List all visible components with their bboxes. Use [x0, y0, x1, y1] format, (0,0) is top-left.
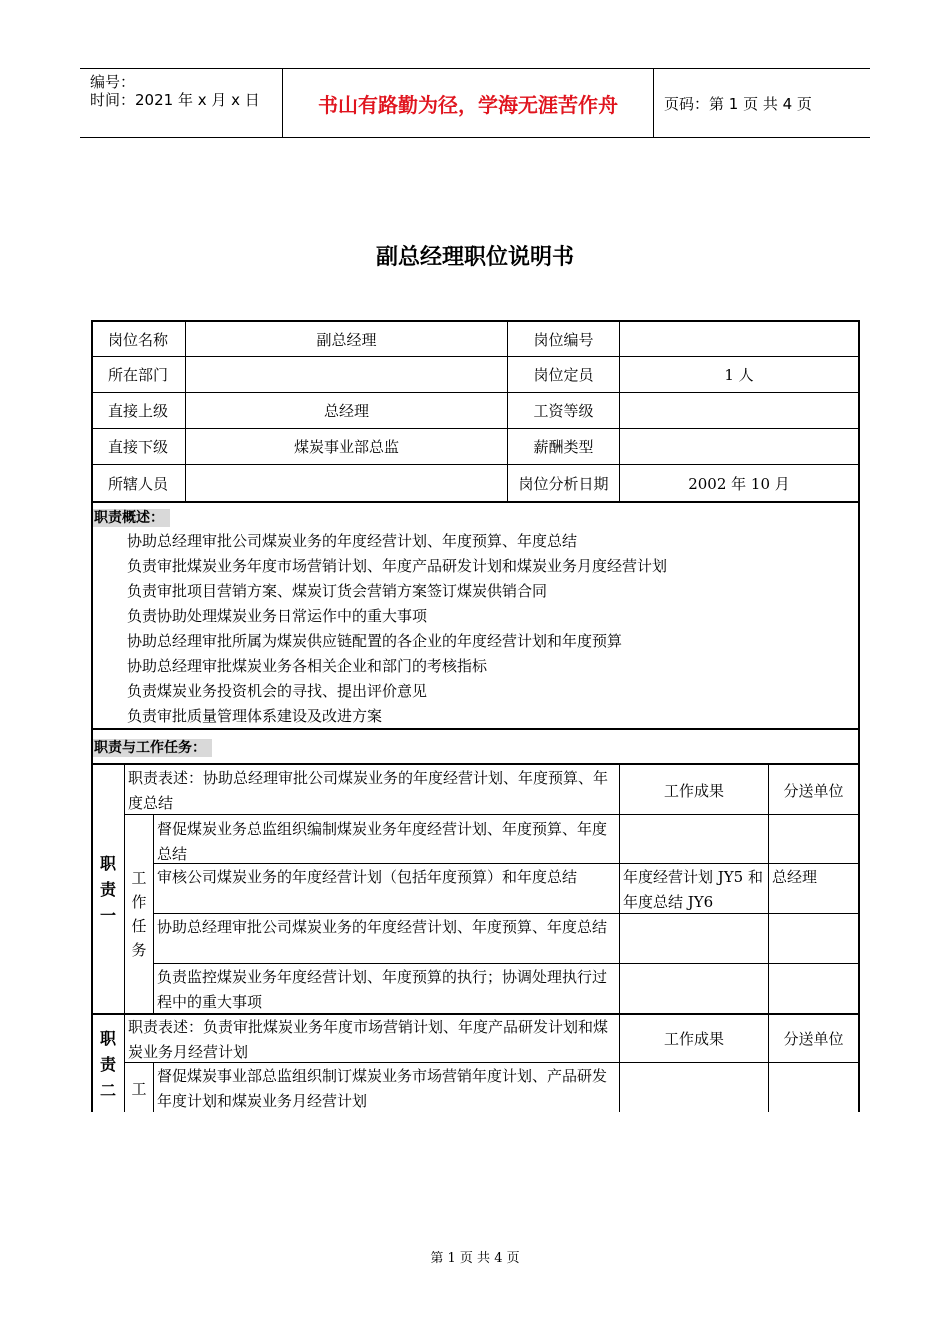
info-label-staff: 所辖人员 [107, 474, 168, 493]
page-footer: 第 1 页 共 4 页 [430, 1251, 520, 1266]
duty-one-task: 负责监控煤炭业务年度经营计划、年度预算的执行；协调处理执行过程中的重大事项 [157, 968, 608, 1011]
duty-one-statement: 职责表述：协助总经理审批公司煤炭业务的年度经营计划、年度预算、年度总结 [128, 769, 609, 812]
info-label-superior: 直接上级 [107, 402, 168, 420]
duty-two-dest-header: 分送单位 [783, 1030, 844, 1048]
duty-one-task: 督促煤炭业务总监组织编制煤炭业务年度经营计划、年度预算、年度总结 [157, 820, 608, 863]
info-value-subordinate: 煤炭事业部总监 [293, 438, 399, 456]
duty-two-task: 督促煤炭事业部总监组织制订煤炭业务市场营销年度计划、产品研发年度计划和煤炭业务月经营计划 [157, 1067, 608, 1110]
duty-one-task-result [620, 817, 768, 863]
overview-item: 协助总经理审批公司煤炭业务的年度经营计划、年度预算、年度总结 [127, 532, 578, 550]
page-header [80, 68, 870, 138]
overview-item: 负责煤炭业务投资机会的寻找、提出评价意见 [127, 682, 428, 700]
duty-one-task-dest [769, 915, 858, 963]
duty-two-task-result [620, 1064, 768, 1112]
info-value-analysis-date: 2002 年 10 月 [688, 474, 790, 493]
job-description-table [91, 320, 860, 1112]
info-label-position-name: 岗位名称 [107, 330, 168, 349]
overview-item: 负责审批质量管理体系建设及改进方案 [127, 707, 383, 725]
info-label-position-code: 岗位编号 [533, 330, 594, 349]
header-meta [80, 69, 282, 137]
document-title: 副总经理职位说明书 [375, 245, 574, 270]
header-motto: 书山有路勤为径，学海无涯苦作舟 [282, 69, 654, 137]
duty-two-label: 职 责 二 [99, 1029, 116, 1100]
info-value-department [186, 357, 507, 392]
info-value-superior: 总经理 [323, 402, 369, 420]
duty-two-task-dest [769, 1064, 858, 1112]
overview-item: 协助总经理审批煤炭业务各相关企业和部门的考核指标 [127, 657, 488, 675]
info-value-position-code [620, 322, 858, 356]
duty-one-task: 协助总经理审批公司煤炭业务的年度经营计划、年度预算、年度总结 [157, 918, 608, 936]
info-label-subordinate: 直接下级 [107, 438, 168, 456]
info-label-pay-type: 薪酬类型 [533, 438, 594, 456]
info-value-salary-grade [620, 393, 858, 428]
info-value-pay-type [620, 429, 858, 464]
duty-one-task-result: 年度经营计划 JY5 和年度总结 JY6 [623, 868, 763, 911]
info-value-headcount: 1 人 [724, 366, 754, 384]
document-number-label: 编号： [90, 73, 136, 91]
duty-one-result-header: 工作成果 [663, 781, 724, 800]
info-label-analysis-date: 岗位分析日期 [518, 474, 609, 493]
duty-one-label: 职 责 一 [99, 854, 116, 925]
duty-one-dest-header: 分送单位 [783, 781, 844, 800]
overview-item: 负责协助处理煤炭业务日常运作中的重大事项 [127, 607, 428, 625]
info-label-department: 所在部门 [107, 366, 168, 384]
header-page-info: 页码：第 1 页 共 4 页 [664, 94, 812, 113]
duty-one-task-dest [769, 817, 858, 863]
info-label-headcount: 岗位定员 [533, 366, 594, 384]
duty-one-task-dest [769, 965, 858, 1013]
duty-two-task-label: 工 [131, 1080, 147, 1098]
info-label-salary-grade: 工资等级 [533, 402, 594, 420]
duty-one-task-result [620, 965, 768, 1013]
overview-item: 负责审批项目营销方案、煤炭订货会营销方案签订煤炭供销合同 [127, 582, 548, 600]
duty-two-result-header: 工作成果 [663, 1030, 724, 1048]
overview-item: 协助总经理审批所属为煤炭供应链配置的各企业的年度经营计划和年度预算 [127, 632, 623, 650]
duty-one-task-label: 工 作 任 务 [131, 869, 147, 959]
info-value-staff [186, 465, 507, 501]
overview-item: 负责审批煤炭业务年度市场营销计划、年度产品研发计划和煤炭业务月度经营计划 [127, 557, 668, 575]
duty-one-task-dest: 总经理 [772, 868, 818, 886]
info-value-position-name: 副总经理 [316, 330, 377, 349]
duty-two-statement: 职责表述：负责审批煤炭业务年度市场营销计划、年度产品研发计划和煤炭业务月经营计划 [128, 1018, 609, 1061]
duties-label: 职责与工作任务： [92, 739, 212, 757]
duty-one-task-result [620, 915, 768, 963]
overview-label: 职责概述： [92, 509, 170, 527]
duty-one-task: 审核公司煤炭业务的年度经营计划（包括年度预算）和年度总结 [157, 868, 578, 886]
document-time-label: 时间：2021 年 x 月 x 日 [90, 91, 260, 109]
